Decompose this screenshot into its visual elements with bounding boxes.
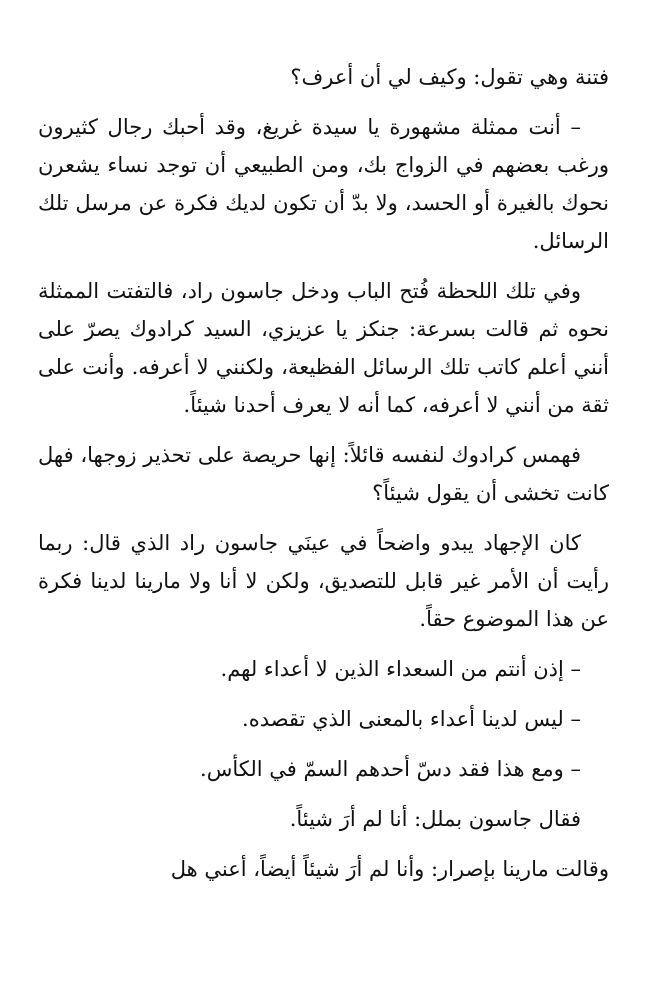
paragraph-10: وقالت مارينا بإصرار: وأنا لم أرَ شيئاً أيضاً، أعني هل: [170, 857, 609, 881]
paragraph-1: فتنة وهي تقول: وكيف لي أن أعرف؟: [290, 65, 609, 89]
paragraph-2: – أنت ممثلة مشهورة يا سيدة غريغ، وقد أحبك رجال كثيرون ورغب بعضهم في الزواج بك، ومن الطبيعي أن توجد نساء يشعرن نحوك بالغيرة أو الحسد، ولا بدّ أن تكون لديك فكرة عن مرسل تلك الرسائل.: [38, 115, 609, 253]
paragraph-4: فهمس كرادوك لنفسه قائلاً: إنها حريصة على تحذير زوجها، فهل كانت تخشى أن يقول شيئاً؟: [38, 443, 609, 505]
paragraph-7: – ليس لدينا أعداء بالمعنى الذي تقصده.: [242, 707, 581, 731]
paragraph-6: – إذن أنتم من السعداء الذين لا أعداء لهم.: [220, 657, 581, 681]
paragraph-3: وفي تلك اللحظة فُتح الباب ودخل جاسون راد، فالتفتت الممثلة نحوه ثم قالت بسرعة: جنكز يا عزيزي، السيد كرادوك يصرّ على أنني أعلم كاتب تلك الرسائل الفظيعة، ولكنني لا أعرفه. وأنت على ثقة من أنني لا أعرفه، كما أنه لا يعرف أحدنا شيئاً.: [38, 279, 609, 417]
paragraph-9: فقال جاسون بملل: أنا لم أرَ شيئاً.: [289, 807, 581, 831]
paragraph-8: – ومع هذا فقد دسّ أحدهم السمّ في الكأس.: [200, 757, 581, 781]
paragraph-5: كان الإجهاد يبدو واضحاً في عينَي جاسون راد الذي قال: ربما رأيت أن الأمر غير قابل للتصديق، ولكن لا أنا ولا مارينا لدينا فكرة عن هذا الموضوع حقاً.: [38, 531, 609, 631]
